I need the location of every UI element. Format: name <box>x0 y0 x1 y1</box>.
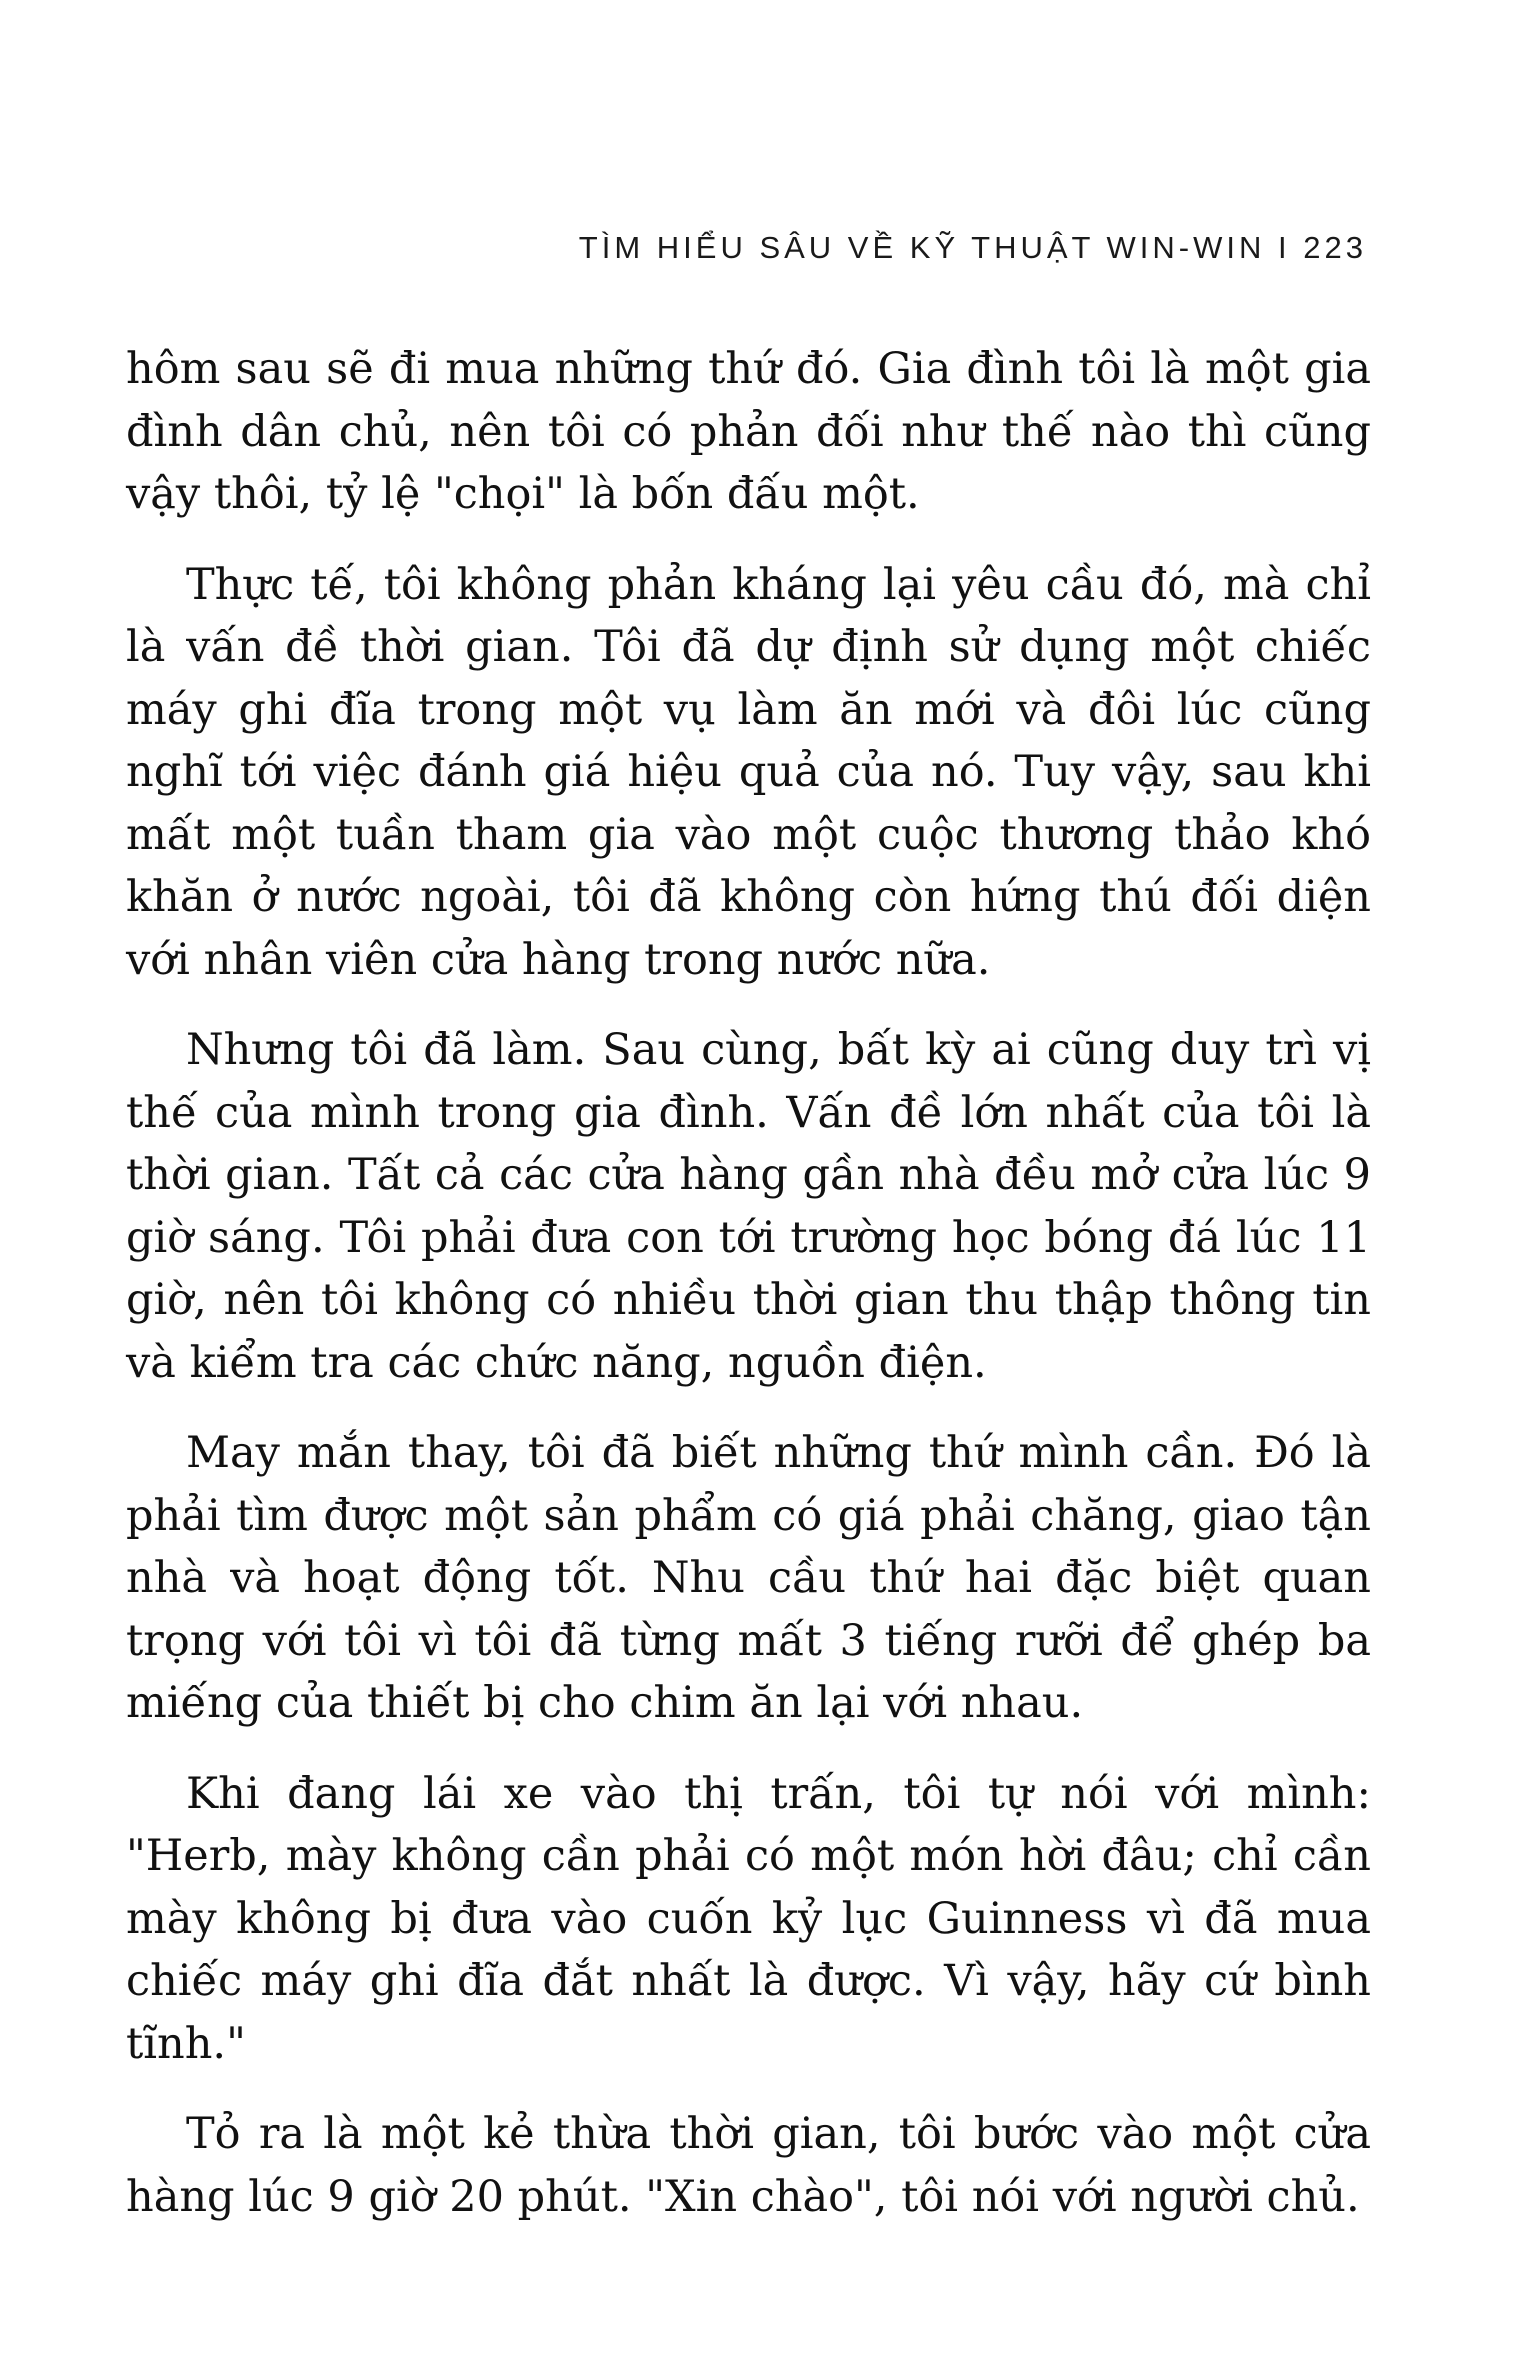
paragraph-6: Tỏ ra là một kẻ thừa thời gian, tôi bước vào một cửa hàng lúc 9 giờ 20 phút. "Xin chào", tôi nói với người chủ. <box>126 2109 1371 2222</box>
paragraph-5: Khi đang lái xe vào thị trấn, tôi tự nói với mình: "Herb, mày không cần phải có một món hời đâu; chỉ cần mày không bị đưa vào cuốn kỷ lục Guinness vì đã mua chiếc máy ghi đĩa đắt nhất là được. Vì vậy, hãy cứ bình tĩnh." <box>126 1768 1371 2069</box>
paragraph-1: hôm sau sẽ đi mua những thứ đó. Gia đình tôi là một gia đình dân chủ, nên tôi có phản đối như thế nào thì cũng vậy thôi, tỷ lệ "chọi" là bốn đấu một. <box>126 344 1371 519</box>
header-separator: I <box>1278 230 1291 265</box>
running-title: TÌM HIỂU SÂU VỀ KỸ THUẬT WIN-WIN <box>578 230 1266 265</box>
running-header <box>579 230 1367 266</box>
paragraph-4: May mắn thay, tôi đã biết những thứ mình cần. Đó là phải tìm được một sản phẩm có giá phải chăng, giao tận nhà và hoạt động tốt. Nhu cầu thứ hai đặc biệt quan trọng với tôi vì tôi đã từng mất 3 tiếng rưỡi để ghép ba miếng của thiết bị cho chim ăn lại với nhau. <box>126 1428 1371 1728</box>
paragraph-3: Nhưng tôi đã làm. Sau cùng, bất kỳ ai cũng duy trì vị thế của mình trong gia đình. Vấn đề lớn nhất của tôi là thời gian. Tất cả các cửa hàng gần nhà đều mở cửa lúc 9 giờ sáng. Tôi phải đưa con tới trường học bóng đá lúc 11 giờ, nên tôi không có nhiều thời gian thu thập thông tin và kiểm tra các chức năng, nguồn điện. <box>126 1025 1371 1388</box>
page-number: 223 <box>1303 230 1367 265</box>
paragraph-2: Thực tế, tôi không phản kháng lại yêu cầu đó, mà chỉ là vấn đề thời gian. Tôi đã dự định sử dụng một chiếc máy ghi đĩa trong một vụ làm ăn mới và đôi lúc cũng nghĩ tới việc đánh giá hiệu quả của nó. Tuy vậy, sau khi mất một tuần tham gia vào một cuộc thương thảo khó khăn ở nước ngoài, tôi đã không còn hứng thú đối diện với nhân viên cửa hàng trong nước nữa. <box>126 559 1371 985</box>
body-text <box>126 338 1371 2256</box>
